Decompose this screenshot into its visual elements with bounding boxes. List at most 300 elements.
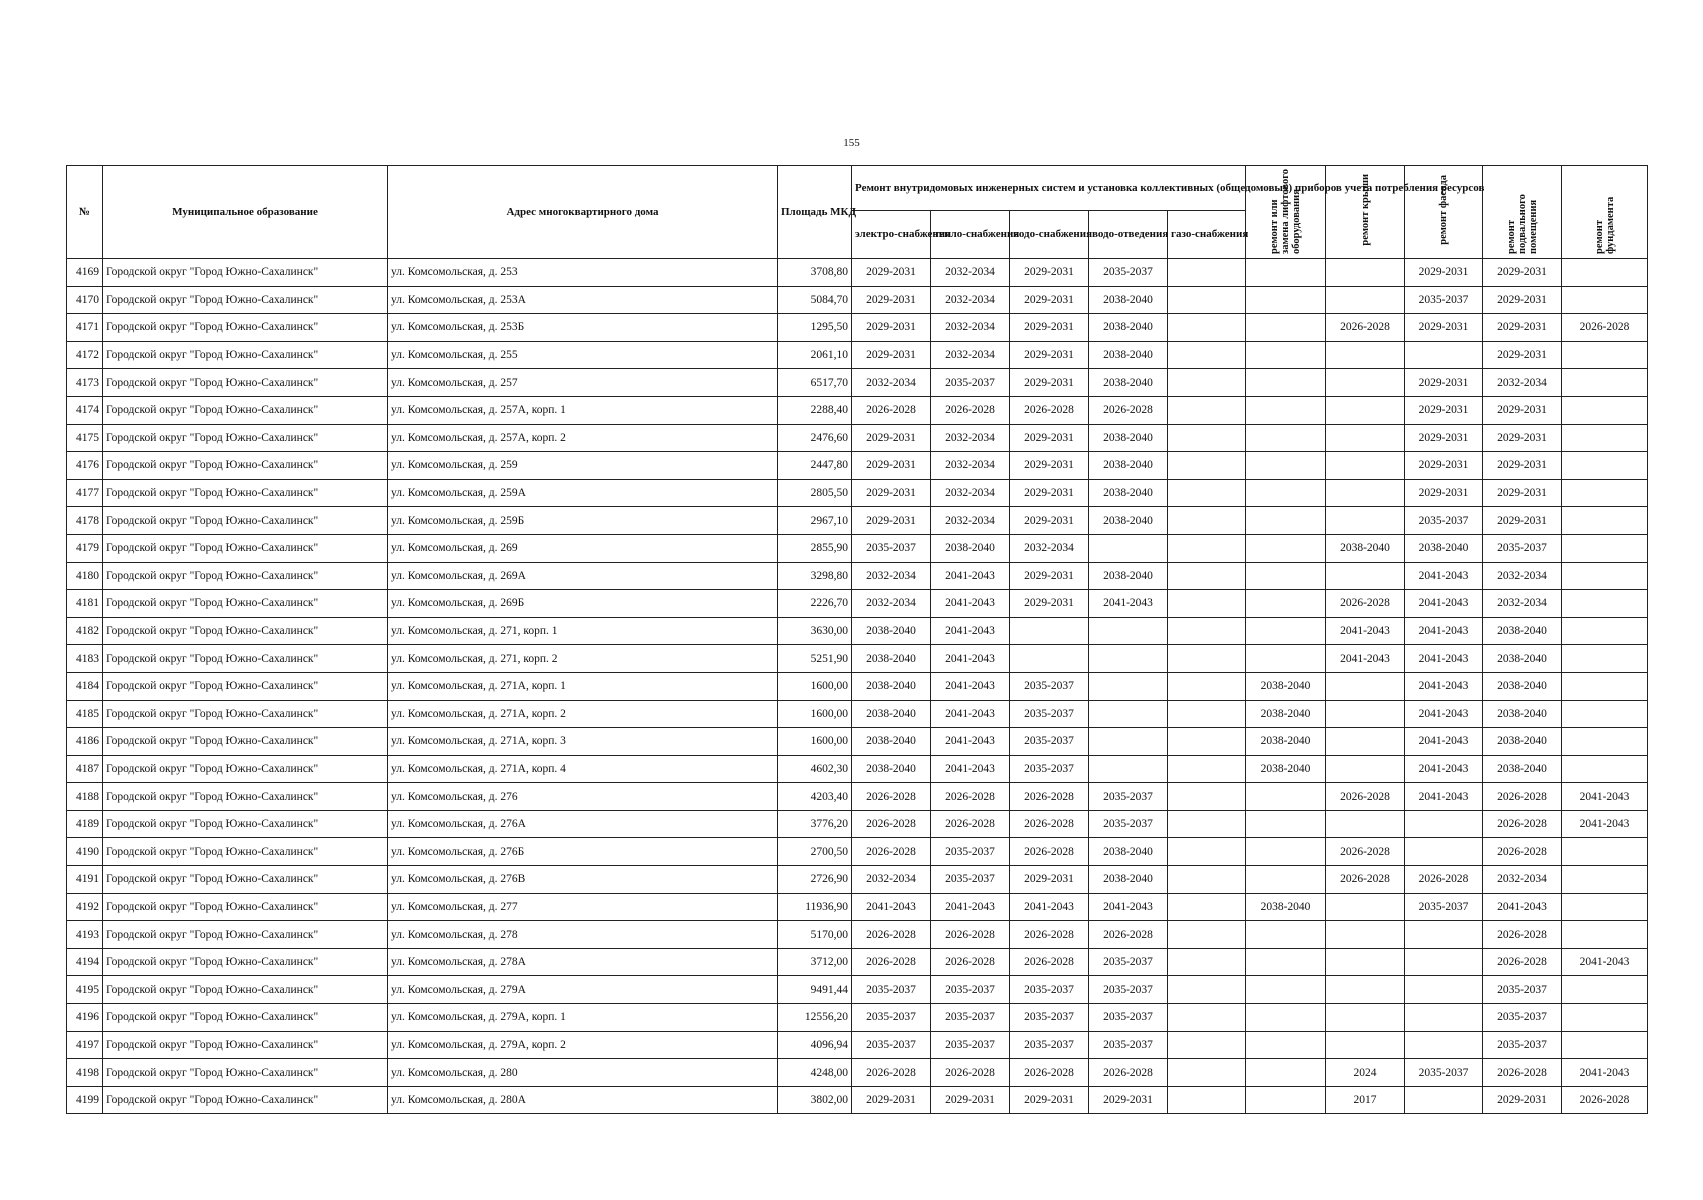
header-basement [1483, 166, 1562, 259]
gas-cell [1168, 314, 1246, 342]
water-cell: 2026-2028 [1010, 838, 1089, 866]
table-row [67, 314, 1648, 342]
area-cell: 1295,50 [778, 314, 852, 342]
area-cell: 4602,30 [778, 755, 852, 783]
address-cell: ул. Комсомольская, д. 253 [388, 259, 778, 287]
water-cell: 2029-2031 [1010, 1086, 1089, 1114]
foundation-cell [1562, 755, 1648, 783]
heat-cell: 2041-2043 [931, 755, 1010, 783]
heat-cell: 2026-2028 [931, 948, 1010, 976]
address-cell: ул. Комсомольская, д. 271А, корп. 3 [388, 728, 778, 756]
facade-cell: 2035-2037 [1405, 1059, 1483, 1087]
gas-cell [1168, 783, 1246, 811]
lift-cell [1246, 838, 1326, 866]
facade-cell: 2041-2043 [1405, 755, 1483, 783]
basement-cell: 2038-2040 [1483, 728, 1562, 756]
roof-cell [1326, 396, 1405, 424]
water-cell: 2029-2031 [1010, 507, 1089, 535]
basement-cell: 2035-2037 [1483, 1004, 1562, 1032]
heat-cell: 2032-2034 [931, 314, 1010, 342]
heat-cell: 2035-2037 [931, 1031, 1010, 1059]
municipality-cell: Городской округ "Город Южно-Сахалинск" [103, 810, 388, 838]
water-cell: 2029-2031 [1010, 286, 1089, 314]
heat-cell: 2026-2028 [931, 396, 1010, 424]
table-row [67, 341, 1648, 369]
heat-cell: 2029-2031 [931, 1086, 1010, 1114]
basement-cell: 2035-2037 [1483, 976, 1562, 1004]
roof-cell [1326, 286, 1405, 314]
lift-cell [1246, 1031, 1326, 1059]
foundation-cell: 2041-2043 [1562, 1059, 1648, 1087]
electric-cell: 2029-2031 [852, 1086, 931, 1114]
row-number: 4189 [67, 810, 103, 838]
roof-cell [1326, 976, 1405, 1004]
table-row [67, 783, 1648, 811]
basement-cell: 2038-2040 [1483, 617, 1562, 645]
row-number: 4195 [67, 976, 103, 1004]
lift-cell [1246, 645, 1326, 673]
municipality-cell: Городской округ "Город Южно-Сахалинск" [103, 286, 388, 314]
row-number: 4190 [67, 838, 103, 866]
address-cell: ул. Комсомольская, д. 269 [388, 534, 778, 562]
drain-cell: 2038-2040 [1089, 424, 1168, 452]
area-cell: 12556,20 [778, 1004, 852, 1032]
header-lift-label: ремонт или замена лифтового оборудования [1269, 168, 1303, 254]
water-cell: 2032-2034 [1010, 534, 1089, 562]
foundation-cell [1562, 921, 1648, 949]
basement-cell: 2032-2034 [1483, 590, 1562, 618]
row-number: 4197 [67, 1031, 103, 1059]
electric-cell: 2035-2037 [852, 1031, 931, 1059]
electric-cell: 2026-2028 [852, 838, 931, 866]
header-municipality: Муниципальное образование [103, 166, 388, 259]
foundation-cell [1562, 838, 1648, 866]
municipality-cell: Городской округ "Город Южно-Сахалинск" [103, 617, 388, 645]
gas-cell [1168, 866, 1246, 894]
row-number: 4176 [67, 452, 103, 480]
drain-cell: 2038-2040 [1089, 452, 1168, 480]
facade-cell [1405, 976, 1483, 1004]
heat-cell: 2032-2034 [931, 259, 1010, 287]
water-cell: 2029-2031 [1010, 866, 1089, 894]
facade-cell: 2041-2043 [1405, 590, 1483, 618]
address-cell: ул. Комсомольская, д. 279А, корп. 2 [388, 1031, 778, 1059]
water-cell: 2035-2037 [1010, 672, 1089, 700]
electric-cell: 2035-2037 [852, 976, 931, 1004]
drain-cell: 2038-2040 [1089, 479, 1168, 507]
electric-cell: 2032-2034 [852, 562, 931, 590]
gas-cell [1168, 341, 1246, 369]
water-cell [1010, 617, 1089, 645]
address-cell: ул. Комсомольская, д. 269А [388, 562, 778, 590]
row-number: 4181 [67, 590, 103, 618]
municipality-cell: Городской округ "Город Южно-Сахалинск" [103, 507, 388, 535]
lift-cell [1246, 866, 1326, 894]
area-cell: 6517,70 [778, 369, 852, 397]
table-row [67, 396, 1648, 424]
gas-cell [1168, 893, 1246, 921]
foundation-cell [1562, 507, 1648, 535]
water-cell: 2029-2031 [1010, 452, 1089, 480]
foundation-cell [1562, 479, 1648, 507]
municipality-cell: Городской округ "Город Южно-Сахалинск" [103, 562, 388, 590]
facade-cell: 2041-2043 [1405, 617, 1483, 645]
foundation-cell: 2041-2043 [1562, 810, 1648, 838]
foundation-cell [1562, 976, 1648, 1004]
drain-cell: 2038-2040 [1089, 369, 1168, 397]
roof-cell [1326, 507, 1405, 535]
heat-cell: 2041-2043 [931, 562, 1010, 590]
facade-cell: 2041-2043 [1405, 700, 1483, 728]
electric-cell: 2038-2040 [852, 617, 931, 645]
municipality-cell: Городской округ "Город Южно-Сахалинск" [103, 1086, 388, 1114]
lift-cell [1246, 976, 1326, 1004]
electric-cell: 2029-2031 [852, 452, 931, 480]
header-electric: электро-снабжения [852, 211, 931, 259]
electric-cell: 2029-2031 [852, 341, 931, 369]
roof-cell [1326, 1031, 1405, 1059]
facade-cell: 2038-2040 [1405, 534, 1483, 562]
drain-cell [1089, 755, 1168, 783]
drain-cell: 2035-2037 [1089, 810, 1168, 838]
header-facade-label: ремонт фасада [1438, 175, 1450, 245]
electric-cell: 2026-2028 [852, 948, 931, 976]
area-cell: 4203,40 [778, 783, 852, 811]
electric-cell: 2029-2031 [852, 507, 931, 535]
basement-cell: 2026-2028 [1483, 1059, 1562, 1087]
facade-cell [1405, 921, 1483, 949]
table-row [67, 728, 1648, 756]
lift-cell [1246, 259, 1326, 287]
gas-cell [1168, 672, 1246, 700]
electric-cell: 2026-2028 [852, 783, 931, 811]
gas-cell [1168, 534, 1246, 562]
basement-cell: 2029-2031 [1483, 314, 1562, 342]
foundation-cell [1562, 1031, 1648, 1059]
municipality-cell: Городской округ "Город Южно-Сахалинск" [103, 424, 388, 452]
table-row [67, 976, 1648, 1004]
address-cell: ул. Комсомольская, д. 271, корп. 2 [388, 645, 778, 673]
address-cell: ул. Комсомольская, д. 279А [388, 976, 778, 1004]
electric-cell: 2038-2040 [852, 700, 931, 728]
row-number: 4174 [67, 396, 103, 424]
municipality-cell: Городской округ "Город Южно-Сахалинск" [103, 728, 388, 756]
address-cell: ул. Комсомольская, д. 259А [388, 479, 778, 507]
drain-cell: 2035-2037 [1089, 948, 1168, 976]
address-cell: ул. Комсомольская, д. 253Б [388, 314, 778, 342]
area-cell: 2855,90 [778, 534, 852, 562]
municipality-cell: Городской округ "Город Южно-Сахалинск" [103, 534, 388, 562]
address-cell: ул. Комсомольская, д. 257А, корп. 1 [388, 396, 778, 424]
foundation-cell [1562, 700, 1648, 728]
basement-cell: 2032-2034 [1483, 562, 1562, 590]
lift-cell [1246, 341, 1326, 369]
water-cell: 2029-2031 [1010, 424, 1089, 452]
electric-cell: 2032-2034 [852, 590, 931, 618]
lift-cell [1246, 507, 1326, 535]
table-row [67, 921, 1648, 949]
gas-cell [1168, 507, 1246, 535]
drain-cell: 2026-2028 [1089, 396, 1168, 424]
drain-cell: 2038-2040 [1089, 838, 1168, 866]
municipality-cell: Городской округ "Город Южно-Сахалинск" [103, 921, 388, 949]
lift-cell: 2038-2040 [1246, 893, 1326, 921]
table-row [67, 259, 1648, 287]
water-cell: 2029-2031 [1010, 259, 1089, 287]
row-number: 4178 [67, 507, 103, 535]
facade-cell [1405, 1086, 1483, 1114]
table-row [67, 590, 1648, 618]
drain-cell: 2038-2040 [1089, 507, 1168, 535]
table-row [67, 1086, 1648, 1114]
lift-cell [1246, 479, 1326, 507]
heat-cell: 2032-2034 [931, 286, 1010, 314]
header-roof [1326, 166, 1405, 259]
water-cell: 2029-2031 [1010, 590, 1089, 618]
address-cell: ул. Комсомольская, д. 276В [388, 866, 778, 894]
roof-cell [1326, 452, 1405, 480]
facade-cell: 2041-2043 [1405, 672, 1483, 700]
row-number: 4175 [67, 424, 103, 452]
area-cell: 3712,00 [778, 948, 852, 976]
header-address: Адрес многоквартирного дома [388, 166, 778, 259]
address-cell: ул. Комсомольская, д. 276Б [388, 838, 778, 866]
facade-cell: 2035-2037 [1405, 286, 1483, 314]
area-cell: 2700,50 [778, 838, 852, 866]
foundation-cell [1562, 562, 1648, 590]
area-cell: 3298,80 [778, 562, 852, 590]
electric-cell: 2026-2028 [852, 921, 931, 949]
row-number: 4196 [67, 1004, 103, 1032]
lift-cell [1246, 314, 1326, 342]
area-cell: 2805,50 [778, 479, 852, 507]
lift-cell: 2038-2040 [1246, 672, 1326, 700]
table-row [67, 810, 1648, 838]
electric-cell: 2026-2028 [852, 810, 931, 838]
electric-cell: 2038-2040 [852, 645, 931, 673]
facade-cell: 2041-2043 [1405, 645, 1483, 673]
area-cell: 5170,00 [778, 921, 852, 949]
water-cell: 2026-2028 [1010, 1059, 1089, 1087]
heat-cell: 2041-2043 [931, 893, 1010, 921]
area-cell: 2967,10 [778, 507, 852, 535]
row-number: 4172 [67, 341, 103, 369]
foundation-cell [1562, 617, 1648, 645]
heat-cell: 2035-2037 [931, 866, 1010, 894]
address-cell: ул. Комсомольская, д. 280А [388, 1086, 778, 1114]
basement-cell: 2026-2028 [1483, 921, 1562, 949]
gas-cell [1168, 645, 1246, 673]
basement-cell: 2026-2028 [1483, 838, 1562, 866]
electric-cell: 2038-2040 [852, 755, 931, 783]
roof-cell [1326, 672, 1405, 700]
municipality-cell: Городской округ "Город Южно-Сахалинск" [103, 1059, 388, 1087]
facade-cell: 2041-2043 [1405, 562, 1483, 590]
area-cell: 1600,00 [778, 728, 852, 756]
municipality-cell: Городской округ "Город Южно-Сахалинск" [103, 1031, 388, 1059]
row-number: 4171 [67, 314, 103, 342]
roof-cell [1326, 341, 1405, 369]
heat-cell: 2026-2028 [931, 783, 1010, 811]
foundation-cell [1562, 728, 1648, 756]
drain-cell: 2041-2043 [1089, 893, 1168, 921]
row-number: 4194 [67, 948, 103, 976]
water-cell: 2026-2028 [1010, 948, 1089, 976]
table-row [67, 672, 1648, 700]
roof-cell: 2026-2028 [1326, 783, 1405, 811]
address-cell: ул. Комсомольская, д. 259Б [388, 507, 778, 535]
electric-cell: 2035-2037 [852, 534, 931, 562]
area-cell: 1600,00 [778, 672, 852, 700]
foundation-cell [1562, 286, 1648, 314]
header-foundation [1562, 166, 1648, 259]
area-cell: 3802,00 [778, 1086, 852, 1114]
drain-cell [1089, 534, 1168, 562]
area-cell: 3630,00 [778, 617, 852, 645]
water-cell [1010, 645, 1089, 673]
heat-cell: 2032-2034 [931, 507, 1010, 535]
table-row [67, 617, 1648, 645]
roof-cell [1326, 369, 1405, 397]
facade-cell: 2029-2031 [1405, 479, 1483, 507]
gas-cell [1168, 1031, 1246, 1059]
municipality-cell: Городской округ "Город Южно-Сахалинск" [103, 452, 388, 480]
address-cell: ул. Комсомольская, д. 255 [388, 341, 778, 369]
area-cell: 4248,00 [778, 1059, 852, 1087]
drain-cell: 2038-2040 [1089, 562, 1168, 590]
area-cell: 4096,94 [778, 1031, 852, 1059]
basement-cell: 2029-2031 [1483, 259, 1562, 287]
basement-cell: 2041-2043 [1483, 893, 1562, 921]
basement-cell: 2029-2031 [1483, 452, 1562, 480]
municipality-cell: Городской округ "Город Южно-Сахалинск" [103, 314, 388, 342]
gas-cell [1168, 452, 1246, 480]
facade-cell: 2041-2043 [1405, 783, 1483, 811]
header-no: № [67, 166, 103, 259]
gas-cell [1168, 976, 1246, 1004]
drain-cell: 2035-2037 [1089, 259, 1168, 287]
basement-cell: 2038-2040 [1483, 700, 1562, 728]
heat-cell: 2032-2034 [931, 424, 1010, 452]
row-number: 4180 [67, 562, 103, 590]
area-cell: 2447,80 [778, 452, 852, 480]
roof-cell [1326, 259, 1405, 287]
row-number: 4187 [67, 755, 103, 783]
header-foundation-label: ремонт фундамента [1593, 196, 1616, 254]
electric-cell: 2029-2031 [852, 314, 931, 342]
foundation-cell [1562, 645, 1648, 673]
header-roof-label: ремонт крыши [1359, 174, 1371, 246]
lift-cell [1246, 286, 1326, 314]
row-number: 4199 [67, 1086, 103, 1114]
row-number: 4179 [67, 534, 103, 562]
municipality-cell: Городской округ "Город Южно-Сахалинск" [103, 396, 388, 424]
table-row [67, 452, 1648, 480]
drain-cell [1089, 700, 1168, 728]
heat-cell: 2035-2037 [931, 1004, 1010, 1032]
electric-cell: 2029-2031 [852, 479, 931, 507]
water-cell: 2035-2037 [1010, 755, 1089, 783]
address-cell: ул. Комсомольская, д. 271А, корп. 1 [388, 672, 778, 700]
table-row [67, 424, 1648, 452]
gas-cell [1168, 1086, 1246, 1114]
heat-cell: 2032-2034 [931, 479, 1010, 507]
area-cell: 1600,00 [778, 700, 852, 728]
drain-cell: 2035-2037 [1089, 976, 1168, 1004]
foundation-cell [1562, 396, 1648, 424]
heat-cell: 2041-2043 [931, 728, 1010, 756]
table-row [67, 838, 1648, 866]
drain-cell: 2029-2031 [1089, 1086, 1168, 1114]
page-number: 155 [843, 137, 860, 149]
water-cell: 2035-2037 [1010, 700, 1089, 728]
area-cell: 5251,90 [778, 645, 852, 673]
foundation-cell [1562, 590, 1648, 618]
area-cell: 2726,90 [778, 866, 852, 894]
gas-cell [1168, 838, 1246, 866]
drain-cell: 2026-2028 [1089, 1059, 1168, 1087]
header-drain: водо-отведения [1089, 211, 1168, 259]
foundation-cell: 2026-2028 [1562, 1086, 1648, 1114]
header-area: Площадь МКД [778, 166, 852, 259]
water-cell: 2026-2028 [1010, 810, 1089, 838]
municipality-cell: Городской округ "Город Южно-Сахалинск" [103, 700, 388, 728]
repair-schedule-table [66, 165, 1648, 1114]
heat-cell: 2041-2043 [931, 617, 1010, 645]
row-number: 4170 [67, 286, 103, 314]
electric-cell: 2029-2031 [852, 286, 931, 314]
row-number: 4169 [67, 259, 103, 287]
water-cell: 2035-2037 [1010, 976, 1089, 1004]
facade-cell: 2029-2031 [1405, 369, 1483, 397]
water-cell: 2029-2031 [1010, 479, 1089, 507]
lift-cell [1246, 369, 1326, 397]
header-basement-label: ремонт подвального помещения [1505, 194, 1539, 254]
address-cell: ул. Комсомольская, д. 276А [388, 810, 778, 838]
roof-cell [1326, 700, 1405, 728]
basement-cell: 2038-2040 [1483, 672, 1562, 700]
header-engineering-systems: Ремонт внутридомовых инженерных систем и установка коллективных (общедомовых) приборов учета потребления ресурсов [852, 166, 1246, 211]
roof-cell: 2026-2028 [1326, 590, 1405, 618]
municipality-cell: Городской округ "Город Южно-Сахалинск" [103, 479, 388, 507]
table-row [67, 948, 1648, 976]
electric-cell: 2032-2034 [852, 866, 931, 894]
lift-cell [1246, 1059, 1326, 1087]
lift-cell [1246, 617, 1326, 645]
municipality-cell: Городской округ "Город Южно-Сахалинск" [103, 672, 388, 700]
gas-cell [1168, 1004, 1246, 1032]
address-cell: ул. Комсомольская, д. 253А [388, 286, 778, 314]
gas-cell [1168, 810, 1246, 838]
table-row [67, 1004, 1648, 1032]
lift-cell [1246, 948, 1326, 976]
drain-cell [1089, 617, 1168, 645]
address-cell: ул. Комсомольская, д. 279А, корп. 1 [388, 1004, 778, 1032]
water-cell: 2026-2028 [1010, 783, 1089, 811]
municipality-cell: Городской округ "Город Южно-Сахалинск" [103, 838, 388, 866]
address-cell: ул. Комсомольская, д. 257А, корп. 2 [388, 424, 778, 452]
roof-cell: 2038-2040 [1326, 534, 1405, 562]
lift-cell [1246, 921, 1326, 949]
lift-cell [1246, 562, 1326, 590]
heat-cell: 2026-2028 [931, 921, 1010, 949]
header-lift [1246, 166, 1326, 259]
facade-cell [1405, 810, 1483, 838]
water-cell: 2041-2043 [1010, 893, 1089, 921]
basement-cell: 2032-2034 [1483, 369, 1562, 397]
roof-cell [1326, 562, 1405, 590]
row-number: 4183 [67, 645, 103, 673]
